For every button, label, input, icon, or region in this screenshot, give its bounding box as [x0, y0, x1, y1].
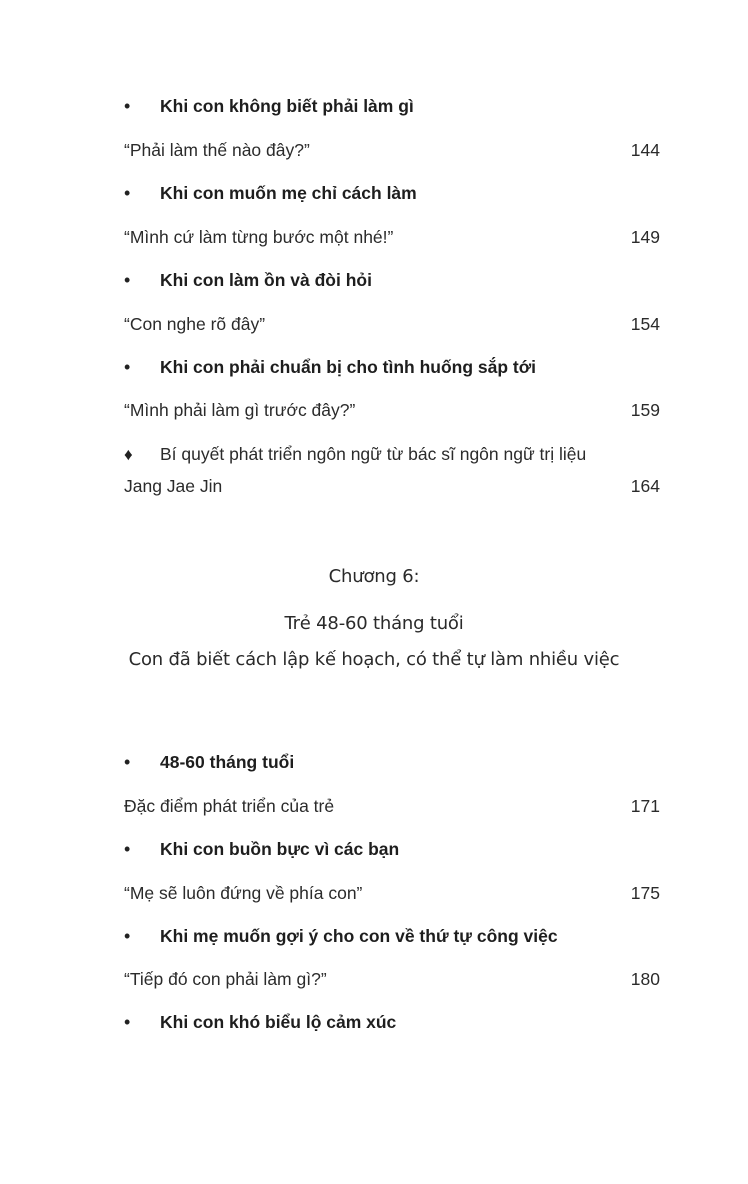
toc-entry-title: “Con nghe rõ đây”: [124, 314, 266, 334]
toc-heading-text: Khi con phải chuẩn bị cho tình huống sắp tới: [160, 357, 537, 377]
toc-entry-title: Đặc điểm phát triển của trẻ: [124, 796, 335, 816]
toc-tip-continued[interactable]: [124, 476, 660, 497]
toc-heading-text: Khi con khó biểu lộ cảm xúc: [160, 1012, 397, 1032]
chapter-label: Chương 6:: [328, 566, 420, 587]
chapter-title: Trẻ 48-60 tháng tuổi: [284, 613, 464, 634]
chapter-subtitle: Con đã biết cách lập kế hoạch, có thể tự làm nhiều việc: [128, 649, 620, 670]
page-number: 175: [630, 883, 660, 903]
toc-entry[interactable]: [124, 969, 660, 990]
toc-heading-text: Khi con làm ồn và đòi hỏi: [160, 270, 372, 290]
bullet-icon: •: [124, 357, 131, 377]
toc-heading: [124, 96, 660, 117]
bullet-icon: •: [124, 1012, 131, 1032]
page-number: 171: [630, 796, 660, 816]
page-number: 144: [630, 140, 660, 160]
toc-entry-title: “Mình cứ làm từng bước một nhé!”: [124, 227, 394, 247]
page-number: 164: [630, 476, 660, 496]
toc-entry-title: “Phải làm thế nào đây?”: [124, 140, 310, 160]
toc-entry[interactable]: [124, 883, 660, 904]
toc-heading-text: Khi con muốn mẹ chỉ cách làm: [160, 183, 417, 203]
bullet-icon: •: [124, 926, 131, 946]
page-number: 159: [630, 400, 660, 420]
toc-heading-text: 48-60 tháng tuổi: [160, 752, 295, 772]
toc-tip-author: Jang Jae Jin: [124, 476, 223, 496]
bullet-icon: •: [124, 839, 131, 859]
toc-entry[interactable]: [124, 796, 660, 817]
bullet-icon: •: [124, 96, 131, 116]
bullet-icon: •: [124, 183, 131, 203]
toc-heading: [124, 926, 660, 947]
toc-entry[interactable]: [124, 140, 660, 161]
toc-heading-text: Khi mẹ muốn gợi ý cho con về thứ tự công việc: [160, 926, 558, 946]
bullet-icon: •: [124, 752, 131, 772]
toc-entry[interactable]: [124, 400, 660, 421]
toc-heading: [124, 183, 660, 204]
toc-tip-title: Bí quyết phát triển ngôn ngữ từ bác sĩ ngôn ngữ trị liệu: [160, 444, 587, 464]
page-number: 149: [630, 227, 660, 247]
diamond-icon: ♦: [124, 445, 133, 464]
toc-entry-title: “Mẹ sẽ luôn đứng về phía con”: [124, 883, 363, 903]
toc-entry[interactable]: [124, 314, 660, 335]
toc-heading-text: Khi con không biết phải làm gì: [160, 96, 414, 116]
toc-heading-text: Khi con buồn bực vì các bạn: [160, 839, 400, 859]
toc-entry-title: “Tiếp đó con phải làm gì?”: [124, 969, 327, 989]
page-number: 180: [630, 969, 660, 989]
bullet-icon: •: [124, 270, 131, 290]
page-number: 154: [630, 314, 660, 334]
toc-entry-title: “Mình phải làm gì trước đây?”: [124, 400, 356, 420]
toc-tip[interactable]: [124, 444, 660, 465]
toc-heading: [124, 752, 660, 773]
toc-heading: [124, 270, 660, 291]
toc-heading: [124, 839, 660, 860]
toc-heading: [124, 1012, 660, 1033]
toc-heading: [124, 357, 660, 378]
toc-entry[interactable]: [124, 227, 660, 248]
